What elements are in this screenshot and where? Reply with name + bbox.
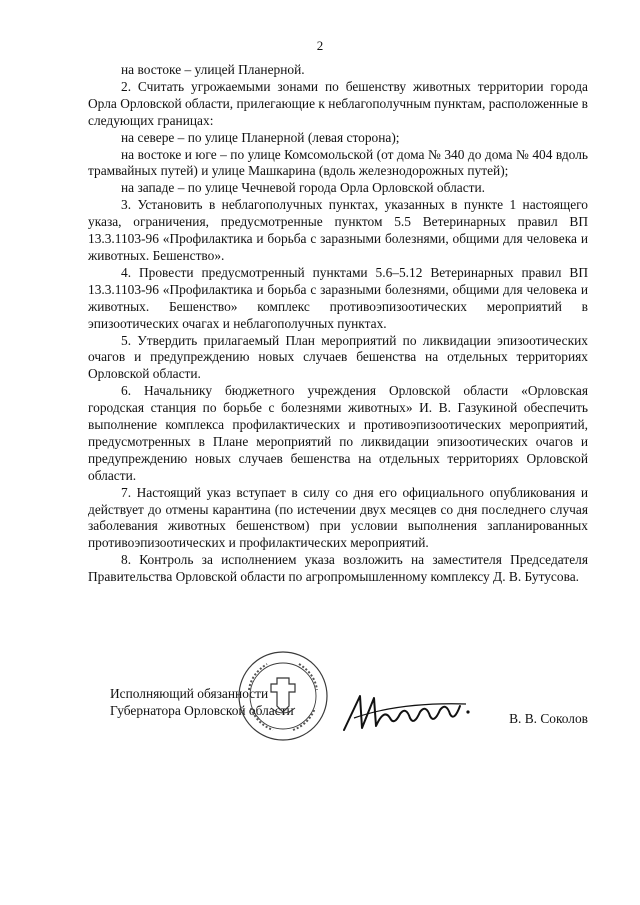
- paragraph: 2. Считать угрожаемыми зонами по бешенству животных территории города Орла Орловской области, прилегающие к неблагополучным пунктам, расположенные в следующих границах:: [88, 78, 588, 128]
- paragraph: на западе – по улице Чечневой города Орла Орловской области.: [121, 180, 486, 196]
- signatory-title-line: Губернатора Орловской области: [110, 703, 294, 718]
- paragraph: на востоке – улицей Планерной.: [121, 62, 305, 77]
- signatory-name: В. В. Соколов: [509, 711, 588, 726]
- paragraph: 8. Контроль за исполнением указа возложить на заместителя Председателя Правительства Орловской области по агропромышленному комплексу Д. В. Бутусова.: [88, 552, 588, 585]
- document-body: [88, 62, 588, 586]
- paragraph: 3. Установить в неблагополучных пунктах, указанных в пункте 1 настоящего указа, ограничения, предусмотренные пунктом 5.5 Ветеринарных правил ВП 13.3.1103-96 «Профилактика и борьба с заразными болезнями, общими для человека и животных. Бешенство».: [88, 197, 588, 263]
- page-number: 2: [316, 38, 324, 53]
- paragraph: на востоке и юге – по улице Комсомольской (от дома № 340 до дома № 404 вдоль трамвайных путей) и улице Машкарина (вдоль железнодорожных путей);: [88, 146, 588, 179]
- paragraph: 4. Провести предусмотренный пунктами 5.6–5.12 Ветеринарных правил ВП 13.3.1103-96 «Профилактика и борьба с заразными болезнями, общими для человека и животных. Бешенство» комплекс противоэпизоотических мероприятий в эпизоотических очагах и неблагополучных пунктах.: [88, 264, 588, 331]
- signatory-title-line: Исполняющий обязанности: [110, 686, 269, 701]
- official-seal: [237, 650, 329, 742]
- handwritten-signature: [340, 688, 480, 738]
- paragraph: 5. Утвердить прилагаемый План мероприятий по ликвидации эпизоотических очагов и предупреждению новых случаев бешенства на отдельных территориях Орловской области.: [88, 332, 588, 382]
- signature-block: [88, 685, 588, 745]
- paragraph: 7. Настоящий указ вступает в силу со дня его официального опубликования и действует до отмены карантина (по истечении двух месяцев со дня последнего случая заболевания животных бешенством) при условии выполнения запланированных противоэпизоотических и профилактических мероприятий.: [88, 484, 588, 551]
- paragraph: на севере – по улице Планерной (левая сторона);: [121, 129, 400, 145]
- paragraph: 6. Начальнику бюджетного учреждения Орловской области «Орловская городская станция по борьбе с болезнями животных» И. В. Газукиной обеспечить выполнение комплекса профилактических и противоэпизоотических мероприятий, предусмотренных в Плане мероприятий по ликвидации эпизоотических очагов и предупреждению новых случаев бешенства на отдельных территориях Орловской области.: [88, 383, 588, 483]
